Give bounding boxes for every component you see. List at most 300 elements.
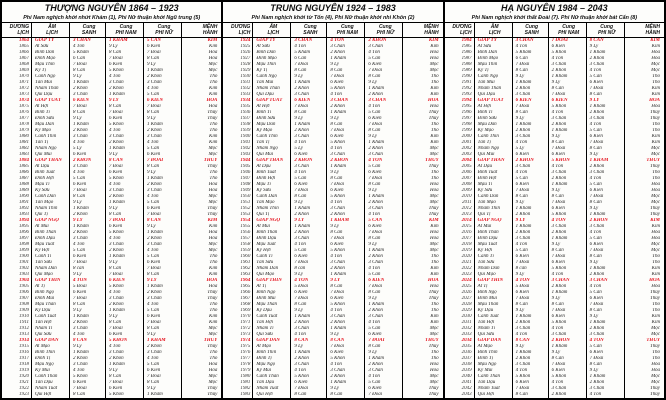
column-header-cell: DƯƠNG LỊCH: [9, 23, 29, 36]
cung-phi-nam-cell: 2 Khôn: [105, 248, 143, 254]
year-cell: 2018: [461, 242, 472, 247]
cung-sanh-cell: 7 Đoài: [290, 386, 326, 392]
cung-sanh-cell: 2 Khôn: [290, 356, 326, 362]
menh-hanh-cell: Thủy: [624, 212, 664, 218]
cung-sanh-cell: 8 Cấn: [290, 392, 326, 398]
year-cell: 1882: [19, 146, 29, 151]
cung-phi-nu-cell: 2 Khôn: [143, 128, 181, 134]
cung-phi-nam-cell: 2 Khôn: [105, 86, 143, 92]
section-title: HẠ NGUYÊN 1984 – 2043: [501, 3, 608, 13]
cung-phi-nam-cell: 8 Cấn: [326, 122, 364, 128]
cung-sanh-cell: 1 Khảm: [290, 206, 326, 212]
year-cell: 1928: [240, 62, 251, 67]
cung-sanh-cell: 1 Khảm: [290, 224, 326, 230]
column-header-row: [445, 23, 664, 38]
lunar-year-cell: Ất Mạo: [252, 344, 290, 350]
year-cell: 2034: [461, 338, 472, 343]
lunar-year-cell: Nhâm Thân: [31, 86, 69, 92]
cung-phi-nam-cell: 4 Tốn: [326, 200, 364, 206]
menh-hanh-cell: Thổ: [181, 254, 221, 260]
year-cell: 2008: [461, 182, 472, 187]
menh-hanh-cell: Hỏa: [624, 104, 664, 110]
lunar-year-cell: Mậu Thân: [474, 302, 512, 308]
cung-phi-nam-cell: 5 Khôn: [326, 194, 364, 200]
lunar-year-cell: Canh Tuất: [31, 314, 69, 320]
menh-hanh-cell: Thổ: [624, 170, 664, 176]
menh-hanh-cell: Hỏa: [181, 56, 221, 62]
cung-sanh-cell: 1 Khảm: [512, 314, 548, 320]
year-cell: 1940: [240, 134, 251, 139]
cung-phi-nu-cell: 3 Chấn: [364, 152, 402, 158]
cung-phi-nu-cell: 6 KIỀN: [143, 98, 181, 104]
cung-phi-nu-cell: 1 Khảm: [143, 230, 181, 236]
lunar-year-cell: Tân Hợi: [474, 320, 512, 326]
lunar-year-cell: Đinh Mùi: [252, 296, 290, 302]
year-cell: 2028: [461, 302, 472, 307]
cung-phi-nu-cell: 4 Tốn: [143, 86, 181, 92]
cung-sanh-cell: 1 Khảm: [69, 80, 105, 86]
cung-sanh-cell: 3 Chấn: [512, 164, 548, 170]
cung-phi-nu-cell: 4 Tốn: [143, 248, 181, 254]
cung-phi-nu-cell: 3 Chấn: [143, 296, 181, 302]
lunar-year-cell: Nhâm Dần: [474, 266, 512, 272]
cung-sanh-cell: 9 Ly: [290, 116, 326, 122]
cung-phi-nam-cell: 5 KHÔN: [105, 338, 143, 344]
lunar-year-cell: Quí Dậu: [252, 92, 290, 98]
menh-hanh-cell: Hỏa: [624, 362, 664, 368]
menh-hanh-cell: Kim: [624, 320, 664, 326]
cung-sanh-cell: 2 Khôn: [290, 86, 326, 92]
year-cell: 2021: [461, 260, 472, 265]
cung-phi-nu-cell: 9 Ly: [143, 386, 181, 392]
cung-sanh-cell: 1 Khảm: [512, 80, 548, 86]
lunar-year-cell: Ất Dậu: [252, 164, 290, 170]
cung-sanh-cell: 8 Cấn: [69, 68, 105, 74]
year-cell: 2032: [461, 326, 472, 331]
cung-phi-nam-cell: 1 Khảm: [326, 56, 364, 62]
menh-hanh-cell: Kim: [181, 320, 221, 326]
cung-phi-nu-cell: 1 Khảm: [364, 86, 402, 92]
lunar-year-cell: Bính Tí: [31, 110, 69, 116]
cung-phi-nu-cell: 3 Chấn: [143, 80, 181, 86]
menh-hanh-cell: Kim: [402, 92, 442, 98]
cung-phi-nu-cell: 5 Cấn: [364, 110, 402, 116]
lunar-year-cell: Kỷ Hợi: [474, 248, 512, 254]
cung-phi-nu-cell: 7 Đoài: [364, 392, 402, 398]
cung-phi-nam-cell: 7 Đoài: [548, 254, 586, 260]
cung-sanh-cell: 2 Khôn: [512, 356, 548, 362]
menh-hanh-cell: Thổ: [402, 302, 442, 308]
cung-phi-nam-cell: 4 Tốn: [326, 362, 364, 368]
cung-phi-nu-cell: 7 Đoài: [143, 374, 181, 380]
menh-hanh-cell: HỎA: [181, 278, 221, 284]
menh-hanh-cell: Thổ: [624, 122, 664, 128]
cung-phi-nu-cell: 2 Khôn: [586, 380, 624, 386]
menh-hanh-cell: Mộc: [181, 374, 221, 380]
lunar-year-cell: Ất Hợi: [474, 104, 512, 110]
cung-phi-nam-cell: 1 Khảm: [105, 362, 143, 368]
lunar-year-cell: Mậu Thìn: [474, 62, 512, 68]
menh-hanh-cell: Mộc: [624, 374, 664, 380]
cung-sanh-cell: 9 Ly: [290, 272, 326, 278]
lunar-year-cell: Canh Dần: [474, 194, 512, 200]
cung-sanh-cell: 7 Đoài: [512, 296, 548, 302]
year-cell: 1966: [240, 290, 251, 295]
year-cell: 1878: [19, 122, 29, 127]
cung-phi-nu-cell: 8 Cấn: [143, 164, 181, 170]
year-cell: 1956: [240, 230, 251, 235]
cung-phi-nam-cell: 1 Khảm: [548, 290, 586, 296]
cung-phi-nam-cell: 6 KIỀN: [548, 98, 586, 104]
cung-phi-nam-cell: 2 Khôn: [548, 230, 586, 236]
cung-sanh-cell: 3 Chấn: [512, 326, 548, 332]
cung-sanh-cell: 5 Đoài: [290, 284, 326, 290]
cung-phi-nam-cell: 5 Khôn: [105, 176, 143, 182]
menh-hanh-cell: Mộc: [181, 146, 221, 152]
year-cell: 1942: [240, 146, 251, 151]
cung-sanh-cell: 2 Khôn: [290, 230, 326, 236]
cung-sanh-cell: 9 Ly: [512, 272, 548, 278]
cung-phi-nu-cell: 2 Khôn: [586, 272, 624, 278]
cung-phi-nam-cell: 2 Khôn: [548, 68, 586, 74]
cung-phi-nu-cell: 8 Cấn: [364, 236, 402, 242]
cung-phi-nu-cell: 8 Cấn: [586, 200, 624, 206]
cung-sanh-cell: 1 Khảm: [290, 80, 326, 86]
table-row: [2, 392, 221, 398]
cung-phi-nu-cell: 8 Cấn: [586, 362, 624, 368]
column-header-cell: ÂM LỊCH: [474, 23, 512, 37]
lunar-year-cell: Kỷ Mạo: [31, 128, 69, 134]
lunar-year-cell: Đinh Sửu: [31, 116, 69, 122]
menh-hanh-cell: Mộc: [624, 380, 664, 386]
year-cell: 1987: [461, 56, 472, 61]
cung-sanh-cell: 8 CẤN: [290, 338, 326, 344]
lunar-year-cell: Tân Hợi: [31, 320, 69, 326]
lunar-year-cell: Canh Tuất: [252, 314, 290, 320]
year-cell: 1968: [240, 302, 251, 307]
cung-phi-nu-cell: 5 Cấn: [143, 362, 181, 368]
cung-phi-nam-cell: 3 Chấn: [548, 332, 586, 338]
cung-sanh-cell: 8 Cấn: [290, 110, 326, 116]
lunar-year-cell: Bính Ngọ: [252, 290, 290, 296]
cung-sanh-cell: 3 Chấn: [512, 134, 548, 140]
menh-hanh-cell: Thổ: [402, 356, 442, 362]
menh-hanh-cell: Hỏa: [402, 362, 442, 368]
lunar-year-cell: Tân Tị: [474, 140, 512, 146]
cung-phi-nam-cell: 9 Ly: [105, 206, 143, 212]
menh-hanh-cell: Thổ: [402, 260, 442, 266]
cung-phi-nu-cell: 3 CHẤN: [364, 98, 402, 104]
menh-hanh-cell: KIM: [181, 38, 221, 44]
year-cell: 2038: [461, 362, 472, 367]
cung-phi-nu-cell: 8 Cấn: [143, 110, 181, 116]
cung-phi-nu-cell: 7 Đoài: [364, 122, 402, 128]
cung-phi-nam-cell: 9 Ly: [105, 152, 143, 158]
column-header-cell: ÂM LỊCH: [31, 23, 69, 37]
cung-sanh-cell: 8 Cấn: [512, 110, 548, 116]
cung-phi-nu-cell: 6 Kiền: [143, 206, 181, 212]
cung-phi-nu-cell: 6 KIỀN: [364, 278, 402, 284]
menh-hanh-cell: HỎA: [402, 98, 442, 104]
lunar-year-cell: Ất Dậu: [31, 164, 69, 170]
cung-phi-nam-cell: 3 Chấn: [326, 206, 364, 212]
cung-phi-nam-cell: 8 Cấn: [326, 68, 364, 74]
lunar-year-cell: Bính Tuất: [252, 170, 290, 176]
menh-hanh-cell: Kim: [624, 314, 664, 320]
cung-phi-nam-cell: 5 KHÔN: [548, 158, 586, 164]
cung-phi-nam-cell: 9 Ly: [548, 188, 586, 194]
year-cell: 1884: [19, 158, 29, 163]
column-header-row: [223, 23, 442, 38]
year-cell: 1947: [240, 176, 251, 181]
cung-sanh-cell: 5 Khôn: [69, 374, 105, 380]
lunar-year-cell: Kỷ Mùi: [31, 368, 69, 374]
menh-hanh-cell: Thổ: [624, 260, 664, 266]
menh-hanh-cell: Kim: [402, 266, 442, 272]
lunar-year-cell: Quí Mùi: [252, 152, 290, 158]
year-cell: 1888: [19, 182, 29, 187]
lunar-year-cell: GIÁP TÝ: [252, 38, 290, 44]
lunar-year-cell: GIÁP NGỌ: [31, 218, 69, 224]
lunar-year-cell: Đinh Mùi: [31, 296, 69, 302]
menh-hanh-cell: Kim: [181, 272, 221, 278]
lunar-year-cell: Ất Dậu: [474, 164, 512, 170]
cung-phi-nu-cell: 7 Đoài: [586, 248, 624, 254]
year-cell: 1970: [240, 314, 251, 319]
cung-phi-nam-cell: 1 KHẢM: [105, 38, 143, 44]
cung-phi-nam-cell: 6 Kiền: [105, 386, 143, 392]
lunar-year-cell: GIÁP TÝ: [31, 38, 69, 44]
year-cell: 1960: [240, 254, 251, 259]
lunar-year-cell: Bính Ngọ: [474, 290, 512, 296]
lunar-year-cell: Canh Dần: [252, 194, 290, 200]
cung-sanh-cell: 7 Đoài: [69, 104, 105, 110]
lunar-year-cell: Nhâm Tí: [474, 326, 512, 332]
menh-hanh-cell: Mộc: [402, 248, 442, 254]
cung-phi-nam-cell: 4 Tốn: [105, 128, 143, 134]
cung-phi-nam-cell: 9 Ly: [548, 296, 586, 302]
lunar-year-cell: Mậu Ngọ: [31, 362, 69, 368]
cung-phi-nam-cell: 6 Kiền: [105, 116, 143, 122]
lunar-year-cell: Quí Dậu: [31, 92, 69, 98]
lunar-year-cell: Nhâm Tuất: [474, 386, 512, 392]
cung-sanh-cell: 1 Khảm: [69, 350, 105, 356]
cung-phi-nam-cell: 7 Đoài: [548, 92, 586, 98]
cung-phi-nam-cell: 7 Đoài: [326, 182, 364, 188]
cung-sanh-cell: 6 Kiền: [290, 380, 326, 386]
year-cell: 1886: [19, 170, 29, 175]
year-cell: 2041: [461, 380, 472, 385]
cung-phi-nu-cell: 8 Cấn: [586, 92, 624, 98]
column-header-cell: MỆNH HÀNH: [402, 23, 442, 37]
cung-sanh-cell: 2 Khôn: [290, 212, 326, 218]
menh-hanh-cell: Kim: [181, 86, 221, 92]
menh-hanh-cell: Hỏa: [624, 182, 664, 188]
lunar-year-cell: Quí Sửu: [31, 332, 69, 338]
lunar-year-cell: Bính Thìn: [474, 350, 512, 356]
year-cell: 1874: [19, 98, 29, 103]
menh-hanh-cell: Thổ: [624, 176, 664, 182]
cung-sanh-cell: 8 Cấn: [512, 302, 548, 308]
cung-sanh-cell: 7 Đoài: [512, 104, 548, 110]
lunar-year-cell: Mậu Ngọ: [252, 362, 290, 368]
lunar-year-cell: GIÁP THÂN: [474, 158, 512, 164]
cung-phi-nam-cell: 6 Kiền: [326, 296, 364, 302]
cung-phi-nu-cell: 5 CẤN: [364, 218, 402, 224]
year-cell: 2031: [461, 320, 472, 325]
year-cell: 1980: [240, 374, 251, 379]
lunar-year-cell: Tân Mạo: [31, 200, 69, 206]
cung-sanh-cell: 6 KIỀN: [69, 98, 105, 104]
year-cell: 1963: [240, 272, 251, 277]
cung-sanh-cell: 3 Chấn: [512, 236, 548, 242]
year-cell: 1954: [240, 218, 251, 223]
menh-hanh-cell: Mộc: [181, 380, 221, 386]
cung-sanh-cell: 2 KHÔN: [512, 158, 548, 164]
year-cell: 2035: [461, 344, 472, 349]
cung-phi-nam-cell: 8 Cấn: [548, 356, 586, 362]
cung-phi-nu-cell: 6 Kiền: [143, 368, 181, 374]
cung-phi-nam-cell: 9 Ly: [326, 386, 364, 392]
cung-phi-nam-cell: 2 Khôn: [548, 392, 586, 398]
lunar-year-cell: Nhâm Tuất: [252, 386, 290, 392]
lunar-year-cell: Ất Hợi: [31, 104, 69, 110]
cung-sanh-cell: 5 Khôn: [512, 374, 548, 380]
cung-sanh-cell: 6 Cấn: [69, 56, 105, 62]
cung-phi-nu-cell: 6 Kiền: [364, 170, 402, 176]
cung-phi-nu-cell: 5 Cấn: [586, 344, 624, 350]
year-cell: 1916: [19, 350, 29, 355]
cung-phi-nam-cell: 3 CHẤN: [326, 98, 364, 104]
menh-hanh-cell: Thổ: [624, 128, 664, 134]
cung-sanh-cell: 6 Kiền: [290, 182, 326, 188]
cung-sanh-cell: 9 Ly: [69, 200, 105, 206]
cung-phi-nam-cell: 7 ĐOÀI: [105, 218, 143, 224]
menh-hanh-cell: Thổ: [402, 128, 442, 134]
cung-sanh-cell: 3 Chấn: [69, 164, 105, 170]
menh-hanh-cell: THỦY: [181, 158, 221, 164]
year-cell: 1997: [461, 116, 472, 121]
cung-phi-nam-cell: 8 Cấn: [326, 230, 364, 236]
cung-phi-nu-cell: 3 Chấn: [586, 170, 624, 176]
cung-sanh-cell: 1 Khảm: [69, 314, 105, 320]
menh-hanh-cell: Thủy: [624, 116, 664, 122]
column-header-cell: Cung PHI NAM: [326, 23, 364, 37]
cung-phi-nam-cell: 7 Đoài: [326, 290, 364, 296]
cung-sanh-cell: 8 Cấn: [69, 194, 105, 200]
menh-hanh-cell: Kim: [624, 272, 664, 278]
menh-hanh-cell: Kim: [624, 140, 664, 146]
cung-phi-nu-cell: 5 Cấn: [586, 290, 624, 296]
cung-phi-nam-cell: 4 Tốn: [548, 326, 586, 332]
cung-phi-nu-cell: 4 Tốn: [143, 194, 181, 200]
cung-sanh-cell: 4 Tốn: [69, 368, 105, 374]
menh-hanh-cell: Thổ: [624, 74, 664, 80]
cung-phi-nu-cell: 9 Ly: [143, 62, 181, 68]
column-header-cell: Cung SANH: [290, 23, 326, 37]
lunar-year-cell: Đinh Hợi: [474, 176, 512, 182]
cung-phi-nam-cell: 6 Kiền: [105, 170, 143, 176]
menh-hanh-cell: Mộc: [181, 248, 221, 254]
cung-phi-nu-cell: 8 Cấn: [143, 380, 181, 386]
year-cell: 1953: [240, 212, 251, 217]
menh-hanh-cell: Thổ: [624, 302, 664, 308]
lunar-year-cell: Nhâm Thìn: [31, 206, 69, 212]
cung-phi-nam-cell: 2 Khôn: [326, 374, 364, 380]
menh-hanh-cell: Kim: [402, 44, 442, 50]
year-cell: 2039: [461, 368, 472, 373]
cung-phi-nam-cell: 9 Ly: [548, 242, 586, 248]
cung-sanh-cell: 3 Chấn: [290, 134, 326, 140]
cung-phi-nu-cell: 1 Khảm: [364, 356, 402, 362]
cung-phi-nam-cell: 3 Chấn: [326, 152, 364, 158]
menh-hanh-cell: Thủy: [402, 164, 442, 170]
lunar-year-cell: Mậu Thân: [31, 302, 69, 308]
cung-sanh-cell: 5 Khảm: [512, 50, 548, 56]
lunar-year-cell: Canh Dần: [31, 194, 69, 200]
lunar-year-cell: Bính Tí: [474, 110, 512, 116]
lunar-year-cell: Kỷ Mùi: [252, 368, 290, 374]
lunar-year-cell: GIÁP THÌN: [474, 278, 512, 284]
menh-hanh-cell: Thủy: [624, 386, 664, 392]
cung-phi-nam-cell: 4 Tốn: [105, 344, 143, 350]
menh-hanh-cell: Hỏa: [402, 50, 442, 56]
year-cell: 2027: [461, 296, 472, 301]
cung-sanh-cell: 9 Ly: [512, 308, 548, 314]
cung-phi-nu-cell: 3 Chấn: [364, 44, 402, 50]
year-cell: 1961: [240, 260, 251, 265]
cung-phi-nu-cell: 7 Đoài: [364, 284, 402, 290]
cung-phi-nam-cell: 1 Khảm: [105, 92, 143, 98]
section-title: THƯỢNG NGUYÊN 1864 – 1923: [44, 3, 179, 13]
year-cell: 1937: [240, 116, 251, 121]
cung-sanh-cell: 6 Kiền: [69, 290, 105, 296]
cung-sanh-cell: 4 Tốn: [512, 242, 548, 248]
cung-phi-nam-cell: 7 Đoài: [548, 146, 586, 152]
cung-sanh-cell: 3 Chấn: [290, 164, 326, 170]
cung-phi-nam-cell: 7 Đoài: [326, 236, 364, 242]
cung-phi-nu-cell: 2 Khôn: [586, 110, 624, 116]
menh-hanh-cell: Kim: [181, 224, 221, 230]
cung-phi-nam-cell: 8 Cấn: [105, 50, 143, 56]
lunar-year-cell: Nhâm Thân: [252, 86, 290, 92]
menh-hanh-cell: Thủy: [402, 290, 442, 296]
year-cell: 2003: [461, 152, 472, 157]
cung-phi-nam-cell: 3 Chấn: [105, 350, 143, 356]
lunar-year-cell: GIÁP THÂN: [31, 158, 69, 164]
cung-phi-nam-cell: 8 Cấn: [105, 212, 143, 218]
cung-phi-nam-cell: 4 Tốn: [548, 164, 586, 170]
cung-phi-nam-cell: 3 Chấn: [105, 296, 143, 302]
cung-sanh-cell: 3 Chấn: [69, 236, 105, 242]
menh-hanh-cell: Hỏa: [402, 188, 442, 194]
menh-hanh-cell: Thủy: [624, 392, 664, 398]
cung-phi-nu-cell: 7 ĐOÀI: [364, 338, 402, 344]
lunar-year-cell: Nhâm Dần: [31, 266, 69, 272]
cung-phi-nu-cell: 7 Đoài: [586, 86, 624, 92]
cung-phi-nu-cell: 2 Khôn: [586, 56, 624, 62]
cung-sanh-cell: 1 Khảm: [512, 350, 548, 356]
cung-phi-nu-cell: 4 Tốn: [364, 320, 402, 326]
year-cell: 1911: [19, 320, 29, 325]
cung-phi-nu-cell: 1 Khảm: [143, 284, 181, 290]
year-cell: 1926: [240, 50, 251, 55]
cung-phi-nu-cell: 4 Tốn: [586, 392, 624, 398]
year-cell: 1900: [19, 254, 29, 259]
year-cell: 1952: [240, 206, 251, 211]
year-cell: 1946: [240, 170, 251, 175]
cung-phi-nam-cell: 7 Đoài: [548, 200, 586, 206]
